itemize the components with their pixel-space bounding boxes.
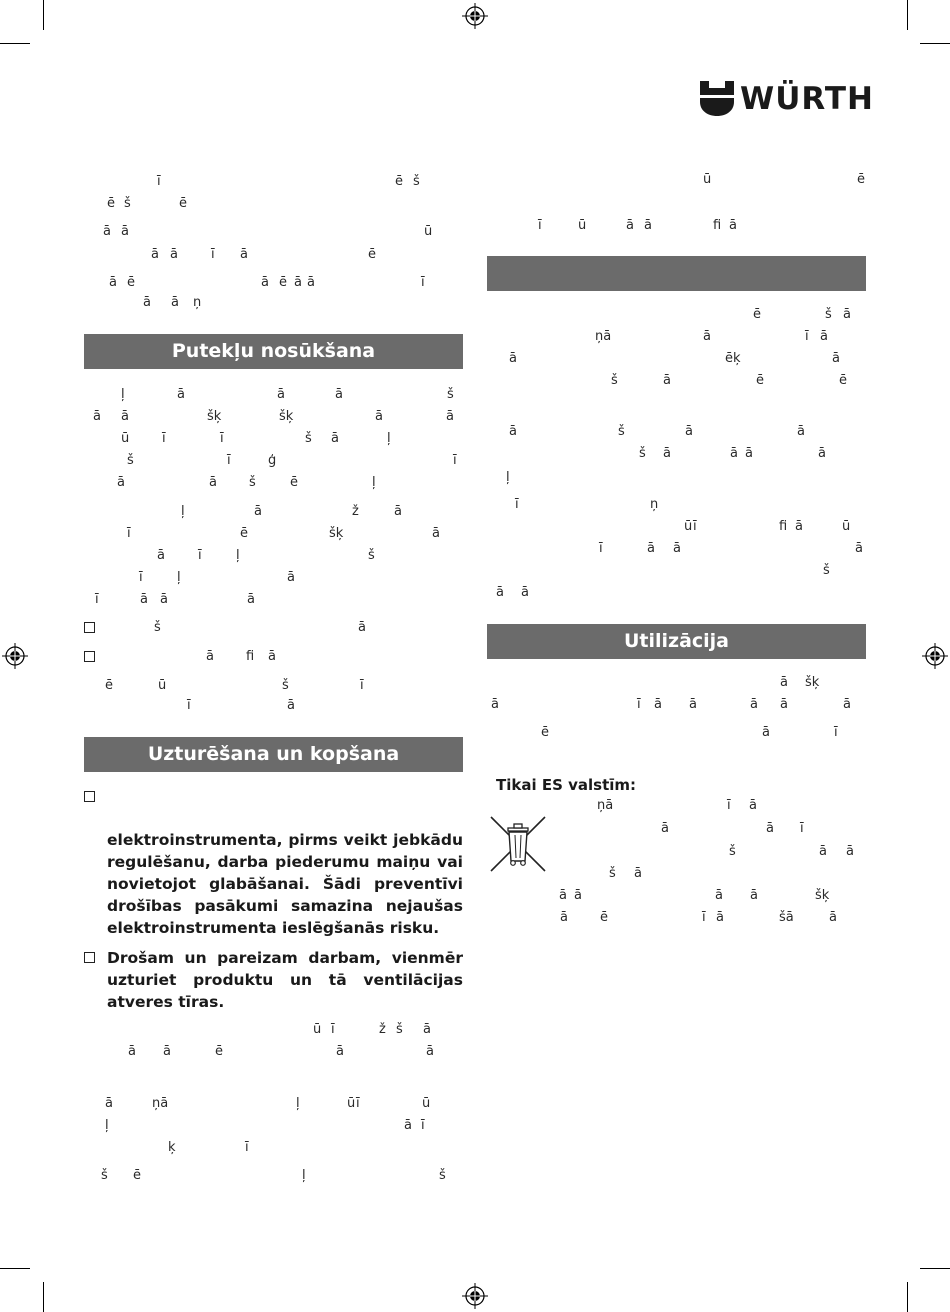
crop-mark (43, 0, 44, 30)
diacritic-glyph: ā (715, 888, 723, 903)
diacritic-glyph: ā (109, 275, 117, 290)
diacritic-glyph: ū (842, 519, 851, 534)
diacritic-glyph: ē (368, 247, 376, 262)
diacritic-glyph: š (439, 1168, 446, 1183)
diacritic-glyph: ī (187, 698, 191, 713)
wurth-emblem-icon (700, 81, 734, 117)
diacritic-glyph: ī (421, 275, 425, 290)
diacritic-glyph: šķ (329, 526, 344, 541)
diacritic-glyph: ī (245, 1140, 249, 1155)
diacritic-glyph: ā (855, 541, 863, 556)
crop-mark (0, 1268, 30, 1269)
diacritic-glyph: š (618, 424, 625, 439)
diacritic-glyph: š (729, 844, 736, 859)
diacritic-glyph: š (396, 1022, 403, 1037)
diacritic-glyph: ē (240, 526, 248, 541)
diacritic-glyph: š (282, 678, 289, 693)
diacritic-glyph: ā (151, 247, 159, 262)
diacritic-glyph: ī (162, 431, 166, 446)
diacritic-glyph: ā (780, 675, 788, 690)
bullet-box (84, 622, 95, 633)
registration-mark-top (462, 3, 488, 29)
diacritic-glyph: ā (423, 1022, 431, 1037)
safety-paragraph-1: elektroinstrumenta, pirms veikt jebkādu regulēšanu, darba piederumu maiņu vai novietojot glabāšanai. Šādi preventīvi drošības pasākumi samazina nejaušas elektroinstrumenta ieslēgšanās risku. (107, 831, 463, 937)
diacritic-glyph: ā (730, 446, 738, 461)
diacritic-glyph: ā (404, 1118, 412, 1133)
diacritic-glyph: š (639, 446, 646, 461)
diacritic-glyph: ā (663, 446, 671, 461)
diacritic-glyph: ī (95, 592, 99, 607)
registration-mark-left (2, 643, 28, 669)
diacritic-glyph: ā (254, 504, 262, 519)
diacritic-glyph: ū (347, 1096, 356, 1111)
diacritic-glyph: ā (762, 725, 770, 740)
diacritic-glyph: šķ (279, 409, 294, 424)
diacritic-glyph: ā (128, 1044, 136, 1059)
diacritic-glyph: ī (211, 247, 215, 262)
diacritic-glyph: fi (246, 649, 255, 664)
diacritic-glyph: ēķ (725, 351, 741, 366)
diacritic-glyph: ē (105, 678, 113, 693)
diacritic-glyph: ā (426, 1044, 434, 1059)
diacritic-glyph: š (368, 548, 375, 563)
diacritic-glyph: ā (163, 1044, 171, 1059)
diacritic-glyph: š (305, 431, 312, 446)
diacritic-glyph: ī (727, 798, 731, 813)
diacritic-glyph: šķ (805, 675, 820, 690)
diacritic-glyph: ļ (372, 475, 376, 490)
crop-mark (907, 1282, 908, 1312)
diacritic-glyph: ā (661, 821, 669, 836)
diacritic-glyph: ā (287, 570, 295, 585)
crop-mark (920, 1268, 950, 1269)
diacritic-glyph: ž (379, 1022, 386, 1037)
diacritic-glyph: ā (121, 224, 129, 239)
diacritic-glyph: š (823, 563, 830, 578)
diacritic-glyph: ī (356, 1096, 360, 1111)
diacritic-glyph: ī (157, 174, 161, 189)
diacritic-glyph: ņ (193, 295, 202, 310)
crop-mark (907, 0, 908, 30)
diacritic-glyph: ā (795, 519, 803, 534)
diacritic-glyph: ā (685, 424, 693, 439)
heading-uzturesana: Uzturēšana un kopšana (84, 737, 463, 772)
diacritic-glyph: š (101, 1168, 108, 1183)
diacritic-glyph: ķ (168, 1140, 176, 1155)
diacritic-glyph: š (413, 174, 420, 189)
diacritic-glyph: ā (140, 592, 148, 607)
diacritic-glyph: ē (756, 373, 764, 388)
diacritic-glyph: ū (684, 519, 693, 534)
diacritic-glyph: ā (560, 910, 568, 925)
diacritic-glyph: ā (509, 424, 517, 439)
diacritic-glyph: ī (227, 453, 231, 468)
diacritic-glyph: ā (336, 1044, 344, 1059)
diacritic-glyph: ā (820, 329, 828, 344)
diacritic-glyph: ī (198, 548, 202, 563)
diacritic-glyph: ā (261, 275, 269, 290)
diacritic-glyph: ē (839, 373, 847, 388)
diacritic-glyph: ē (857, 172, 865, 187)
diacritic-glyph: šā (779, 910, 794, 925)
diacritic-glyph: ū (422, 1096, 431, 1111)
diacritic-glyph: ē (290, 475, 298, 490)
diacritic-glyph: fi (713, 218, 722, 233)
diacritic-glyph: ā (750, 888, 758, 903)
diacritic-glyph: ī (421, 1118, 425, 1133)
diacritic-glyph: š (154, 620, 161, 635)
diacritic-glyph: ž (352, 504, 359, 519)
wurth-logo (700, 80, 874, 118)
diacritic-glyph: ā (157, 548, 165, 563)
diacritic-glyph: š (127, 453, 134, 468)
diacritic-glyph: ē (215, 1044, 223, 1059)
diacritic-glyph: ļ (236, 548, 240, 563)
diacritic-glyph: ē (107, 196, 115, 211)
diacritic-glyph: ā (117, 475, 125, 490)
diacritic-glyph: ī (805, 329, 809, 344)
diacritic-glyph: ū (313, 1022, 322, 1037)
diacritic-glyph: ī (538, 218, 542, 233)
diacritic-glyph: ā (287, 698, 295, 713)
diacritic-glyph: ē (133, 1168, 141, 1183)
diacritic-glyph: ā (331, 431, 339, 446)
crossed-bin-icon (489, 815, 547, 873)
diacritic-glyph: ā (240, 247, 248, 262)
diacritic-glyph: ā (446, 409, 454, 424)
diacritic-glyph: ē (127, 275, 135, 290)
diacritic-glyph: ī (800, 821, 804, 836)
diacritic-glyph: š (124, 196, 131, 211)
diacritic-glyph: fi (779, 519, 788, 534)
diacritic-glyph: ļ (302, 1168, 306, 1183)
diacritic-glyph: ā (294, 275, 302, 290)
diacritic-glyph: ā (277, 387, 285, 402)
diacritic-glyph: ū (424, 224, 433, 239)
heading-blank (487, 256, 866, 291)
diacritic-glyph: ā (335, 387, 343, 402)
diacritic-glyph: ā (432, 526, 440, 541)
diacritic-glyph: ā (105, 1096, 113, 1111)
crop-mark (0, 43, 30, 44)
diacritic-glyph: ī (127, 526, 131, 541)
diacritic-glyph: ā (819, 844, 827, 859)
diacritic-glyph: ē (279, 275, 287, 290)
diacritic-glyph: ā (394, 504, 402, 519)
diacritic-glyph: ī (331, 1022, 335, 1037)
diacritic-glyph: ā (846, 844, 854, 859)
diacritic-glyph: ā (843, 697, 851, 712)
diacritic-glyph: ū (703, 172, 712, 187)
diacritic-glyph: ā (247, 592, 255, 607)
diacritic-glyph: ī (139, 570, 143, 585)
registration-mark-bottom (462, 1283, 488, 1309)
diacritic-glyph: ļ (177, 570, 181, 585)
heading-putekli: Putekļu nosūkšana (84, 334, 463, 369)
diacritic-glyph: ā (121, 409, 129, 424)
diacritic-glyph: ā (832, 351, 840, 366)
diacritic-glyph: ā (307, 275, 315, 290)
diacritic-glyph: ā (843, 307, 851, 322)
diacritic-glyph: ģ (268, 453, 277, 468)
registration-mark-right (922, 643, 948, 669)
diacritic-glyph: ā (496, 585, 504, 600)
diacritic-glyph: ā (268, 649, 276, 664)
diacritic-glyph: ā (750, 697, 758, 712)
diacritic-glyph: š (447, 387, 454, 402)
diacritic-glyph: ļ (181, 504, 185, 519)
diacritic-glyph: ļ (105, 1118, 109, 1133)
diacritic-glyph: š (249, 475, 256, 490)
diacritic-glyph: ī (599, 541, 603, 556)
diacritic-glyph: ā (663, 373, 671, 388)
diacritic-glyph: ē (753, 307, 761, 322)
diacritic-glyph: ī (453, 453, 457, 468)
diacritic-glyph: ā (716, 910, 724, 925)
diacritic-glyph: ņā (595, 329, 612, 344)
diacritic-glyph: ā (634, 866, 642, 881)
diacritic-glyph: ņā (597, 798, 614, 813)
diacritic-glyph: šķ (815, 888, 830, 903)
eu-only-label: Tikai ES valstīm: (496, 776, 637, 794)
diacritic-glyph: šķ (207, 409, 222, 424)
diacritic-glyph: ī (834, 725, 838, 740)
diacritic-glyph: ē (600, 910, 608, 925)
crop-mark (43, 1282, 44, 1312)
diacritic-glyph: ā (171, 295, 179, 310)
diacritic-glyph: ū (158, 678, 167, 693)
diacritic-glyph: ē (179, 196, 187, 211)
bullet-box (84, 791, 95, 802)
diacritic-glyph: ņā (152, 1096, 169, 1111)
diacritic-glyph: ā (160, 592, 168, 607)
diacritic-glyph: ā (177, 387, 185, 402)
diacritic-glyph: ā (626, 218, 634, 233)
diacritic-glyph: ā (780, 697, 788, 712)
diacritic-glyph: ā (521, 585, 529, 600)
diacritic-glyph: ā (797, 424, 805, 439)
diacritic-glyph: ā (206, 649, 214, 664)
diacritic-glyph: ā (749, 798, 757, 813)
diacritic-glyph: ā (143, 295, 151, 310)
diacritic-glyph: ā (358, 620, 366, 635)
diacritic-glyph: ī (693, 519, 697, 534)
diacritic-glyph: ā (509, 351, 517, 366)
diacritic-glyph: š (825, 307, 832, 322)
diacritic-glyph: ī (360, 678, 364, 693)
diacritic-glyph: š (611, 373, 618, 388)
diacritic-glyph: ē (395, 174, 403, 189)
diacritic-glyph: ā (170, 247, 178, 262)
diacritic-glyph: ā (93, 409, 101, 424)
diacritic-glyph: ā (673, 541, 681, 556)
diacritic-glyph: ā (766, 821, 774, 836)
diacritic-glyph: ī (637, 697, 641, 712)
diacritic-glyph: ē (541, 725, 549, 740)
diacritic-glyph: ļ (121, 387, 125, 402)
diacritic-glyph: ā (647, 541, 655, 556)
diacritic-glyph: ū (121, 431, 130, 446)
diacritic-glyph: ļ (506, 470, 510, 485)
crop-mark (920, 43, 950, 44)
diacritic-glyph: ļ (296, 1096, 300, 1111)
diacritic-glyph: ā (559, 888, 567, 903)
diacritic-glyph: ā (375, 409, 383, 424)
diacritic-glyph: ā (654, 697, 662, 712)
diacritic-glyph: ā (574, 888, 582, 903)
diacritic-glyph: ī (220, 431, 224, 446)
diacritic-glyph: ī (702, 910, 706, 925)
diacritic-glyph: ī (515, 497, 519, 512)
bullet-box (84, 952, 95, 963)
diacritic-glyph: ā (103, 224, 111, 239)
diacritic-glyph: ā (829, 910, 837, 925)
diacritic-glyph: ā (491, 697, 499, 712)
diacritic-glyph: ā (689, 697, 697, 712)
bullet-box (84, 651, 95, 662)
diacritic-glyph: ļ (387, 431, 391, 446)
diacritic-glyph: š (609, 866, 616, 881)
diacritic-glyph: ā (745, 446, 753, 461)
heading-utilizacija: Utilizācija (487, 624, 866, 659)
diacritic-glyph: ā (818, 446, 826, 461)
diacritic-glyph: ā (703, 329, 711, 344)
diacritic-glyph: ā (209, 475, 217, 490)
diacritic-glyph: ā (644, 218, 652, 233)
logo-wordmark: WÜRTH (740, 81, 874, 117)
safety-paragraph-2: Drošam un pareizam darbam, vienmēr uzturiet produktu un tā ventilācijas atveres tīras. (107, 949, 463, 1011)
diacritic-glyph: ū (578, 218, 587, 233)
diacritic-glyph: ā (729, 218, 737, 233)
diacritic-glyph: ņ (650, 497, 659, 512)
